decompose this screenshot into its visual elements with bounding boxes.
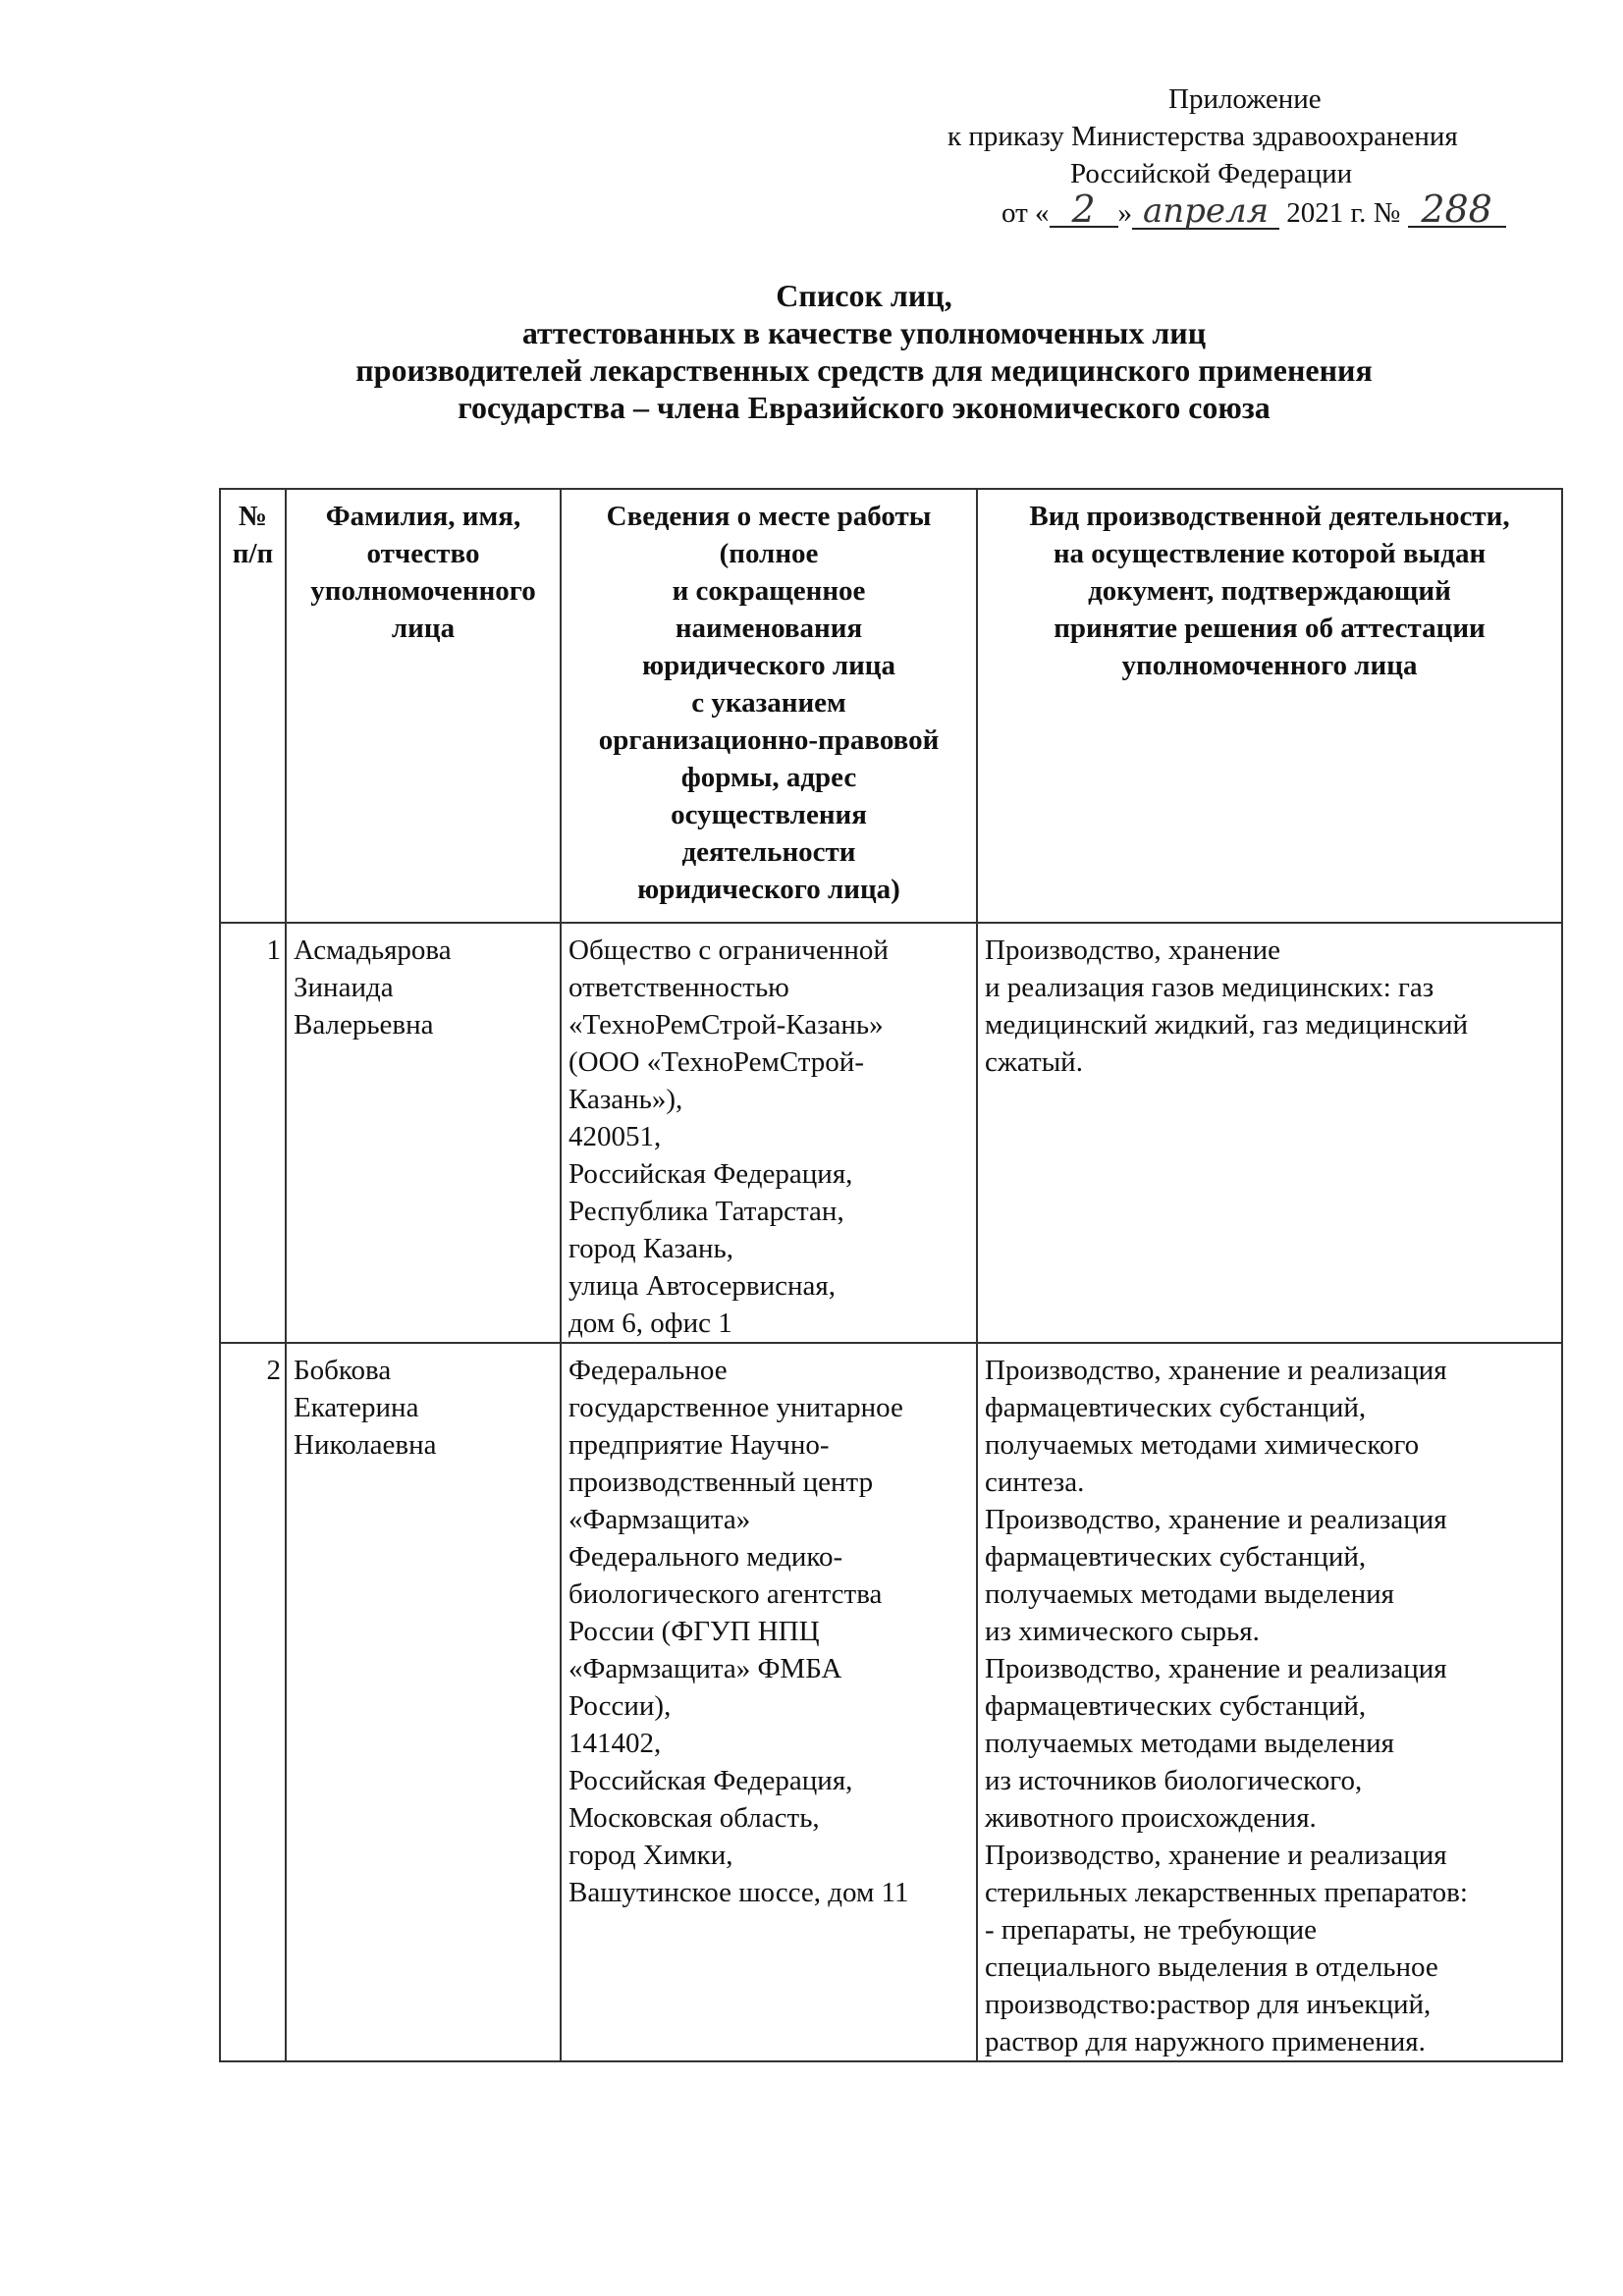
appendix-block — [884, 80, 1571, 232]
cell-text-line: Производство, хранение и реализация — [985, 1653, 1447, 1684]
cell-text-line: из источников биологического, — [985, 1765, 1363, 1796]
cell-text-line: (ООО «ТехноРемСтрой- — [568, 1046, 864, 1078]
cell-text-line: Сведения о месте работы — [606, 501, 932, 532]
cell-text-line: - препараты, не требующие — [985, 1914, 1318, 1946]
cell-text-line: биологического агентства — [568, 1578, 883, 1610]
cell-text-line: ответственностью — [568, 972, 789, 1003]
cell-text-line: Республика Татарстан, — [568, 1196, 844, 1227]
cell-text-line: 420051, — [568, 1121, 662, 1152]
appendix-label: Приложение — [1168, 83, 1322, 115]
cell-text-line: принятие решения об аттестации — [1054, 613, 1486, 644]
cell-text-line: Вашутинское шоссе, дом 11 — [568, 1877, 909, 1908]
cell-text-line: уполномоченного лица — [1121, 650, 1418, 681]
title-line-4: государства – члена Евразийского экономического союза — [458, 390, 1271, 425]
cell-text-line: стерильных лекарственных препаратов: — [985, 1877, 1468, 1908]
handwritten-order-number: 288 — [1408, 192, 1506, 228]
cell-text-line: Общество с ограниченной — [568, 934, 889, 966]
cell-text-line: фармацевтических субстанций, — [985, 1392, 1367, 1423]
cell-text-line: Производство, хранение и реализация — [985, 1840, 1447, 1871]
row-person-name — [286, 1343, 561, 2061]
title-line-2: аттестованных в качестве уполномоченных лиц — [521, 315, 1207, 350]
row-activity — [977, 1343, 1562, 2061]
cell-text-line: «Фармзащита» ФМБА — [568, 1653, 842, 1684]
appendix-date-line — [884, 187, 1571, 232]
cell-text-line: Производство, хранение — [985, 934, 1281, 966]
cell-text-line: получаемых методами выделения — [985, 1728, 1394, 1759]
cell-text-line: отчество — [366, 538, 480, 569]
cell-text-line: производство:раствор для инъекций, — [985, 1989, 1432, 2020]
cell-text-line: 141402, — [568, 1728, 662, 1759]
row-person-name — [286, 923, 561, 1343]
cell-text-line: (полное — [719, 538, 819, 569]
cell-text-line: раствор для наружного применения. — [985, 2026, 1426, 2057]
cell-text-line: специального выделения в отдельное — [985, 1951, 1438, 1983]
header-name — [286, 489, 561, 923]
appendix-order-ref: к приказу Министерства здравоохранения — [947, 121, 1458, 152]
date-year: 2021 г. № — [1286, 197, 1401, 229]
header-workplace — [561, 489, 977, 923]
cell-text-line: фармацевтических субстанций, — [985, 1541, 1367, 1573]
header-activity — [977, 489, 1562, 923]
cell-text-line: дом 6, офис 1 — [568, 1308, 732, 1339]
cell-text-line: наименования — [675, 613, 863, 644]
cell-text-line: город Казань, — [568, 1233, 733, 1264]
cell-text-line: Фамилия, имя, — [325, 501, 521, 532]
cell-text-line: сжатый. — [985, 1046, 1083, 1078]
appendix-country: Российской Федерации — [1070, 158, 1353, 189]
cell-text-line: «Фармзащита» — [568, 1504, 751, 1535]
document-title — [137, 277, 1591, 426]
cell-text-line: и сокращенное — [672, 575, 866, 607]
cell-text-line: лица — [391, 613, 456, 644]
cell-text-line: осуществления — [671, 799, 867, 830]
cell-text-line: Федеральное — [568, 1355, 728, 1386]
header-num — [220, 489, 286, 923]
cell-text-line: Бобкова — [294, 1355, 392, 1386]
date-mid: » — [1117, 197, 1133, 229]
row-num: 2 — [220, 1343, 286, 2061]
cell-text-line: из химического сырья. — [985, 1616, 1260, 1647]
cell-text-line: Российская Федерация, — [568, 1158, 853, 1190]
title-line-3: производителей лекарственных средств для медицинского применения — [355, 352, 1373, 388]
cell-text-line: животного происхождения. — [985, 1802, 1317, 1834]
cell-text-line: Валерьевна — [294, 1009, 434, 1041]
cell-text-line: юридического лица) — [637, 874, 900, 905]
cell-text-line: п/п — [232, 538, 274, 569]
cell-text-line: Асмадьярова — [294, 934, 452, 966]
handwritten-day: 2 — [1050, 192, 1118, 228]
cell-text-line: производственный центр — [568, 1467, 874, 1498]
cell-text-line: медицинский жидкий, газ медицинский — [985, 1009, 1469, 1041]
title-line-1: Список лиц, — [776, 278, 952, 313]
cell-text-line: синтеза. — [985, 1467, 1085, 1498]
cell-text-line: улица Автосервисная, — [568, 1270, 836, 1302]
cell-text-line: Екатерина — [294, 1392, 419, 1423]
cell-text-line: на осуществление которой выдан — [1053, 538, 1487, 569]
cell-text-line: Николаевна — [294, 1429, 437, 1461]
row-num: 1 — [220, 923, 286, 1343]
date-prefix: от « — [1001, 197, 1050, 229]
cell-text-line: России), — [568, 1690, 672, 1722]
cell-text-line: Зинаида — [294, 972, 394, 1003]
table-row — [220, 1343, 1562, 2061]
cell-text-line: получаемых методами выделения — [985, 1578, 1394, 1610]
cell-text-line: «ТехноРемСтрой-Казань» — [568, 1009, 884, 1041]
cell-text-line: Производство, хранение и реализация — [985, 1355, 1447, 1386]
cell-text-line: фармацевтических субстанций, — [985, 1690, 1367, 1722]
cell-text-line: Федерального медико- — [568, 1541, 843, 1573]
row-workplace — [561, 923, 977, 1343]
cell-text-line: деятельности — [681, 836, 856, 868]
cell-text-line: документ, подтверждающий — [1088, 575, 1451, 607]
cell-text-line: Московская область, — [568, 1802, 820, 1834]
cell-text-line: юридического лица — [641, 650, 896, 681]
table-header-row — [220, 489, 1562, 923]
cell-text-line: и реализация газов медицинских: газ — [985, 972, 1434, 1003]
cell-text-line: Казань»), — [568, 1084, 683, 1115]
cell-text-line: России (ФГУП НПЦ — [568, 1616, 820, 1647]
cell-text-line: с указанием — [691, 687, 846, 719]
cell-text-line: организационно-правовой — [598, 724, 940, 756]
handwritten-month: апреля — [1132, 194, 1279, 230]
table-row — [220, 923, 1562, 1343]
cell-text-line: формы, адрес — [680, 762, 857, 793]
cell-text-line: № — [238, 501, 268, 532]
cell-text-line: государственное унитарное — [568, 1392, 903, 1423]
cell-text-line: получаемых методами химического — [985, 1429, 1420, 1461]
cell-text-line: предприятие Научно- — [568, 1429, 830, 1461]
persons-table — [219, 488, 1563, 2062]
cell-text-line: город Химки, — [568, 1840, 733, 1871]
row-workplace — [561, 1343, 977, 2061]
cell-text-line: Вид производственной деятельности, — [1029, 501, 1510, 532]
cell-text-line: уполномоченного — [310, 575, 536, 607]
row-activity — [977, 923, 1562, 1343]
cell-text-line: Производство, хранение и реализация — [985, 1504, 1447, 1535]
cell-text-line: Российская Федерация, — [568, 1765, 853, 1796]
